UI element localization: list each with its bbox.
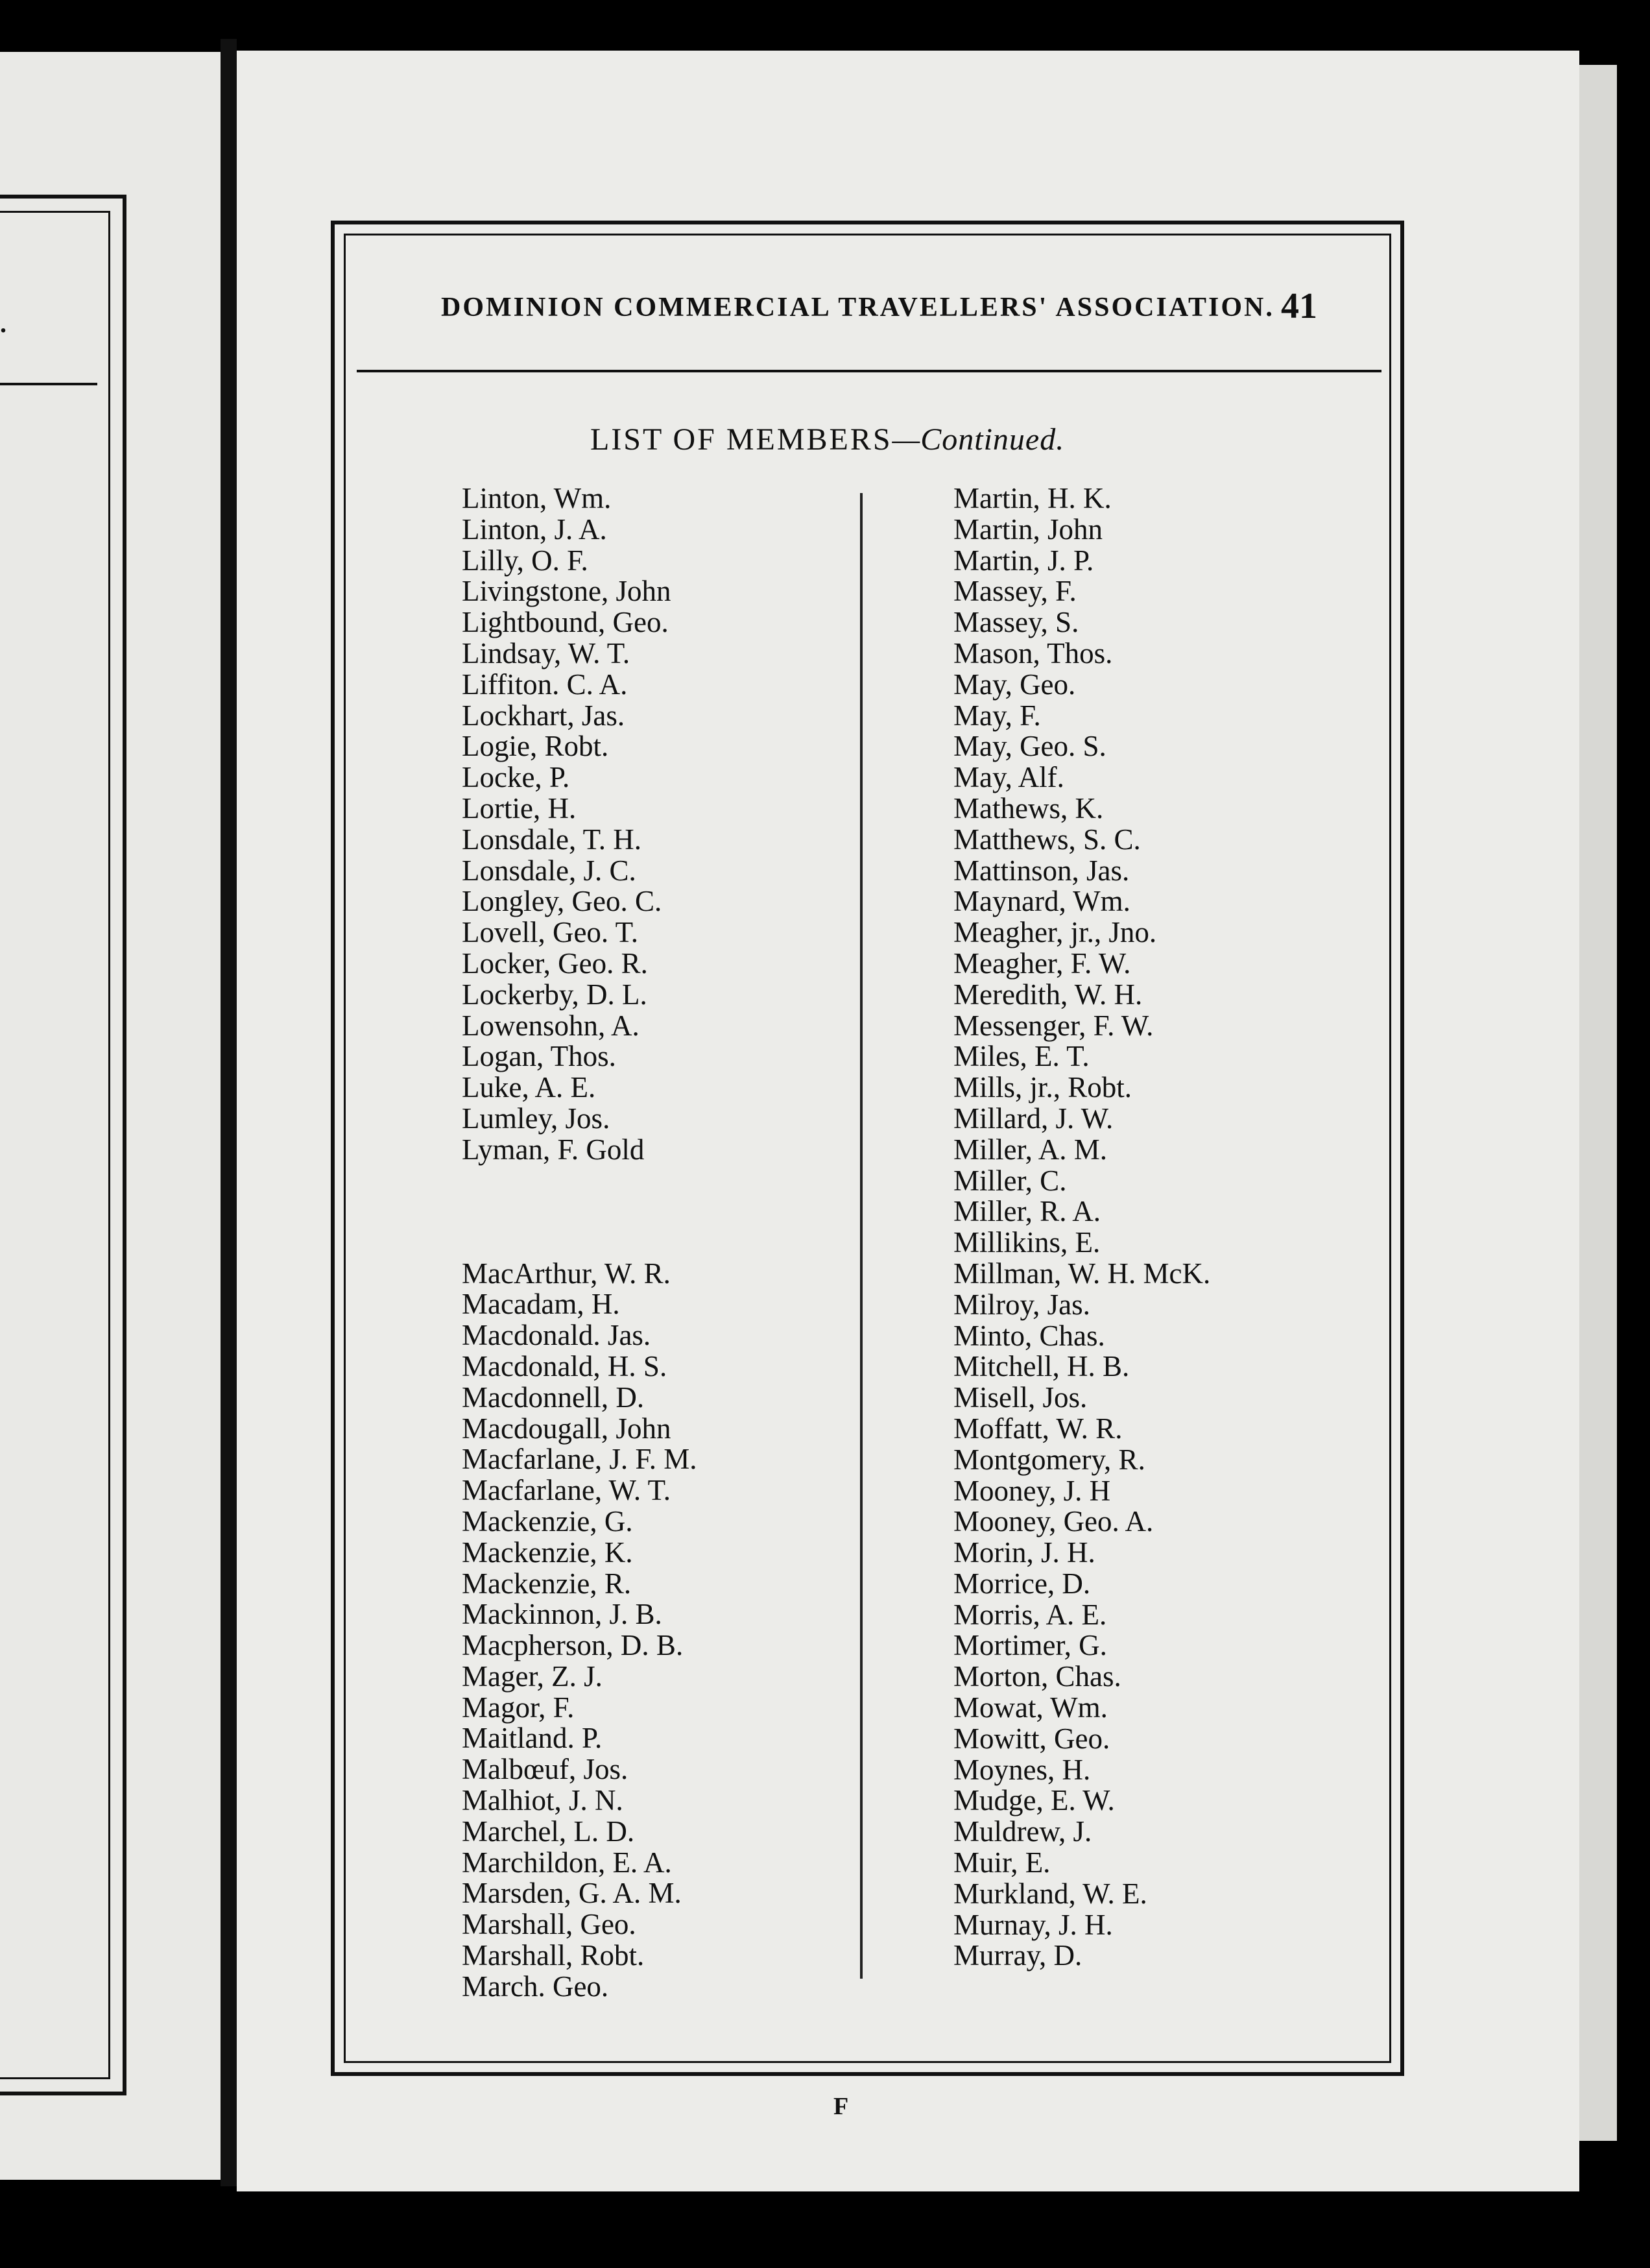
member-entry: Macpherson, D. B. [462,1629,684,1662]
member-entry: Macdonnell, D. [462,1381,645,1414]
list-title-text: LIST OF MEMBERS [590,422,892,457]
member-entry: Mager, Z. J. [462,1659,603,1693]
member-entry: Lovell, Geo. T. [462,916,639,949]
member-entry: Martin, J. P. [953,544,1094,577]
member-entry: Macfarlane, W. T. [462,1474,671,1507]
member-entry: Malhiot, J. N. [462,1784,623,1817]
member-list-left [462,483,697,2003]
member-entry: Meagher, jr., Jno. [953,916,1157,949]
member-entry: Mackenzie, R. [462,1567,632,1600]
member-entry: Millman, W. H. McK. [953,1257,1211,1290]
member-entry: Mathews, K. [953,791,1104,825]
member-entry: Logie, Robt. [462,730,609,763]
member-entry: Murnay, J. H. [953,1908,1113,1941]
member-entry: MacArthur, W. R. [462,1257,671,1290]
member-entry: Miller, R. A. [953,1195,1101,1228]
member-entry: Maynard, Wm. [953,885,1130,918]
member-entry: Macdonald. Jas. [462,1319,651,1352]
member-entry: Linton, Wm. [462,482,612,514]
member-entry: Marshall, Geo. [462,1908,636,1941]
member-entry: Mooney, J. H [953,1474,1111,1507]
member-entry: Mowat, Wm. [953,1691,1108,1724]
member-entry: Magor, F. [462,1691,575,1724]
member-entry: Minto, Chas. [953,1319,1105,1352]
member-entry: Mitchell, H. B. [953,1350,1130,1383]
member-list-right [953,483,1210,1972]
member-entry: Maitland. P. [462,1722,603,1755]
member-entry: Marsden, G. A. M. [462,1877,682,1910]
member-entry: Martin, H. K. [953,482,1112,514]
member-entry: Lonsdale, J. C. [462,854,636,887]
member-entry: Massey, S. [953,606,1079,639]
member-entry: Linton, J. A. [462,513,607,546]
facing-page-header-fragment: . [0,309,6,338]
member-entry: Matthews, S. C. [953,823,1141,856]
member-entry: Mortimer, G. [953,1629,1107,1662]
member-entry: Lilly, O. F. [462,544,588,577]
member-entry: Misell, Jos. [953,1381,1088,1414]
member-entry: Mills, jr., Robt. [953,1071,1132,1104]
member-entry: Mason, Thos. [953,636,1113,670]
member-entry: Lockhart, Jas. [462,699,625,732]
member-entry: Mackenzie, K. [462,1536,633,1569]
member-entry: Meagher, F. W. [953,947,1131,980]
member-entry: May, F. [953,699,1041,732]
member-entry: Locker, Geo. R. [462,947,648,980]
member-entry: Morton, Chas. [953,1660,1121,1693]
member-entry: Milroy, Jas. [953,1288,1090,1321]
member-entry: Morrice, D. [953,1567,1091,1600]
facing-page-inner-border [0,211,110,2079]
page-number: 41 [1281,286,1317,326]
member-entry: Muldrew, J. [953,1815,1092,1848]
member-entry: Mooney, Geo. A. [953,1505,1154,1538]
member-entry: Livingstone, John [462,575,671,608]
member-entry: Lyman, F. Gold [462,1133,645,1166]
member-entry: Macdougall, John [462,1412,671,1445]
member-entry: Lortie, H. [462,791,577,825]
member-entry: Moynes, H. [953,1753,1091,1786]
member-entry: Messenger, F. W. [953,1009,1154,1042]
list-title [590,422,1064,457]
member-entry: Malbœuf, Jos. [462,1753,628,1786]
running-title: DOMINION COMMERCIAL TRAVELLERS' ASSOCIATION. [441,293,1274,322]
member-entry: Mackinnon, J. B. [462,1598,662,1631]
member-entry: Macdonald, H. S. [462,1349,667,1382]
book-gutter [221,39,237,2186]
member-entry: Marchel, L. D. [462,1815,635,1848]
member-entry: Luke, A. E. [462,1071,596,1104]
column-divider [860,493,863,1979]
member-entry: Lonsdale, T. H. [462,823,642,856]
member-entry: May, Geo. [953,668,1076,701]
member-entry: Lightbound, Geo. [462,606,669,639]
member-entry: Morris, A. E. [953,1598,1107,1631]
member-entry: Lowensohn, A. [462,1009,640,1042]
header-rule [357,370,1381,372]
member-entry: Mackenzie, G. [462,1504,633,1538]
member-entry: Martin, John [953,513,1103,546]
member-entry: Lumley, Jos. [462,1102,610,1135]
member-entry: Morin, J. H. [953,1536,1095,1569]
member-entry: Meredith, W. H. [953,978,1143,1011]
member-entry: Marchildon, E. A. [462,1846,672,1879]
member-entry: Lockerby, D. L. [462,978,647,1011]
member-entry: Mudge, E. W. [953,1784,1115,1817]
member-entry: Macadam, H. [462,1288,620,1321]
member-entry: Marshall, Robt. [462,1939,645,1972]
member-entry: Millard, J. W. [953,1102,1114,1135]
member-entry: Montgomery, R. [953,1443,1145,1476]
member-entry: Murkland, W. E. [953,1877,1147,1910]
member-entry: Macfarlane, J. F. M. [462,1443,697,1476]
member-entry: Millikins, E. [953,1226,1101,1259]
member-entry: March. Geo. [462,1970,609,2003]
member-entry: Liffiton. C. A. [462,668,628,701]
member-entry: Miller, C. [953,1164,1067,1197]
list-title-continued: —Continued. [892,422,1065,457]
facing-page-header-rule [0,383,97,385]
member-entry: Moffatt, W. R. [953,1412,1123,1445]
member-entry: Muir, E. [953,1846,1051,1879]
member-entry: Mattinson, Jas. [953,854,1130,887]
member-entry: May, Geo. S. [953,730,1106,763]
member-entry: Locke, P. [462,761,570,794]
signature-mark: F [833,2093,849,2120]
section-gap [462,1166,697,1259]
member-entry: Murray, D. [953,1939,1082,1972]
member-entry: Lindsay, W. T. [462,636,630,670]
member-entry: Massey, F. [953,575,1077,608]
member-entry: Miller, A. M. [953,1133,1107,1166]
member-entry: Logan, Thos. [462,1040,616,1073]
member-entry: Longley, Geo. C. [462,885,662,918]
member-entry: Mowitt, Geo. [953,1722,1110,1755]
member-entry: Miles, E. T. [953,1040,1090,1073]
facing-page [0,52,221,2180]
member-entry: May, Alf. [953,761,1064,794]
